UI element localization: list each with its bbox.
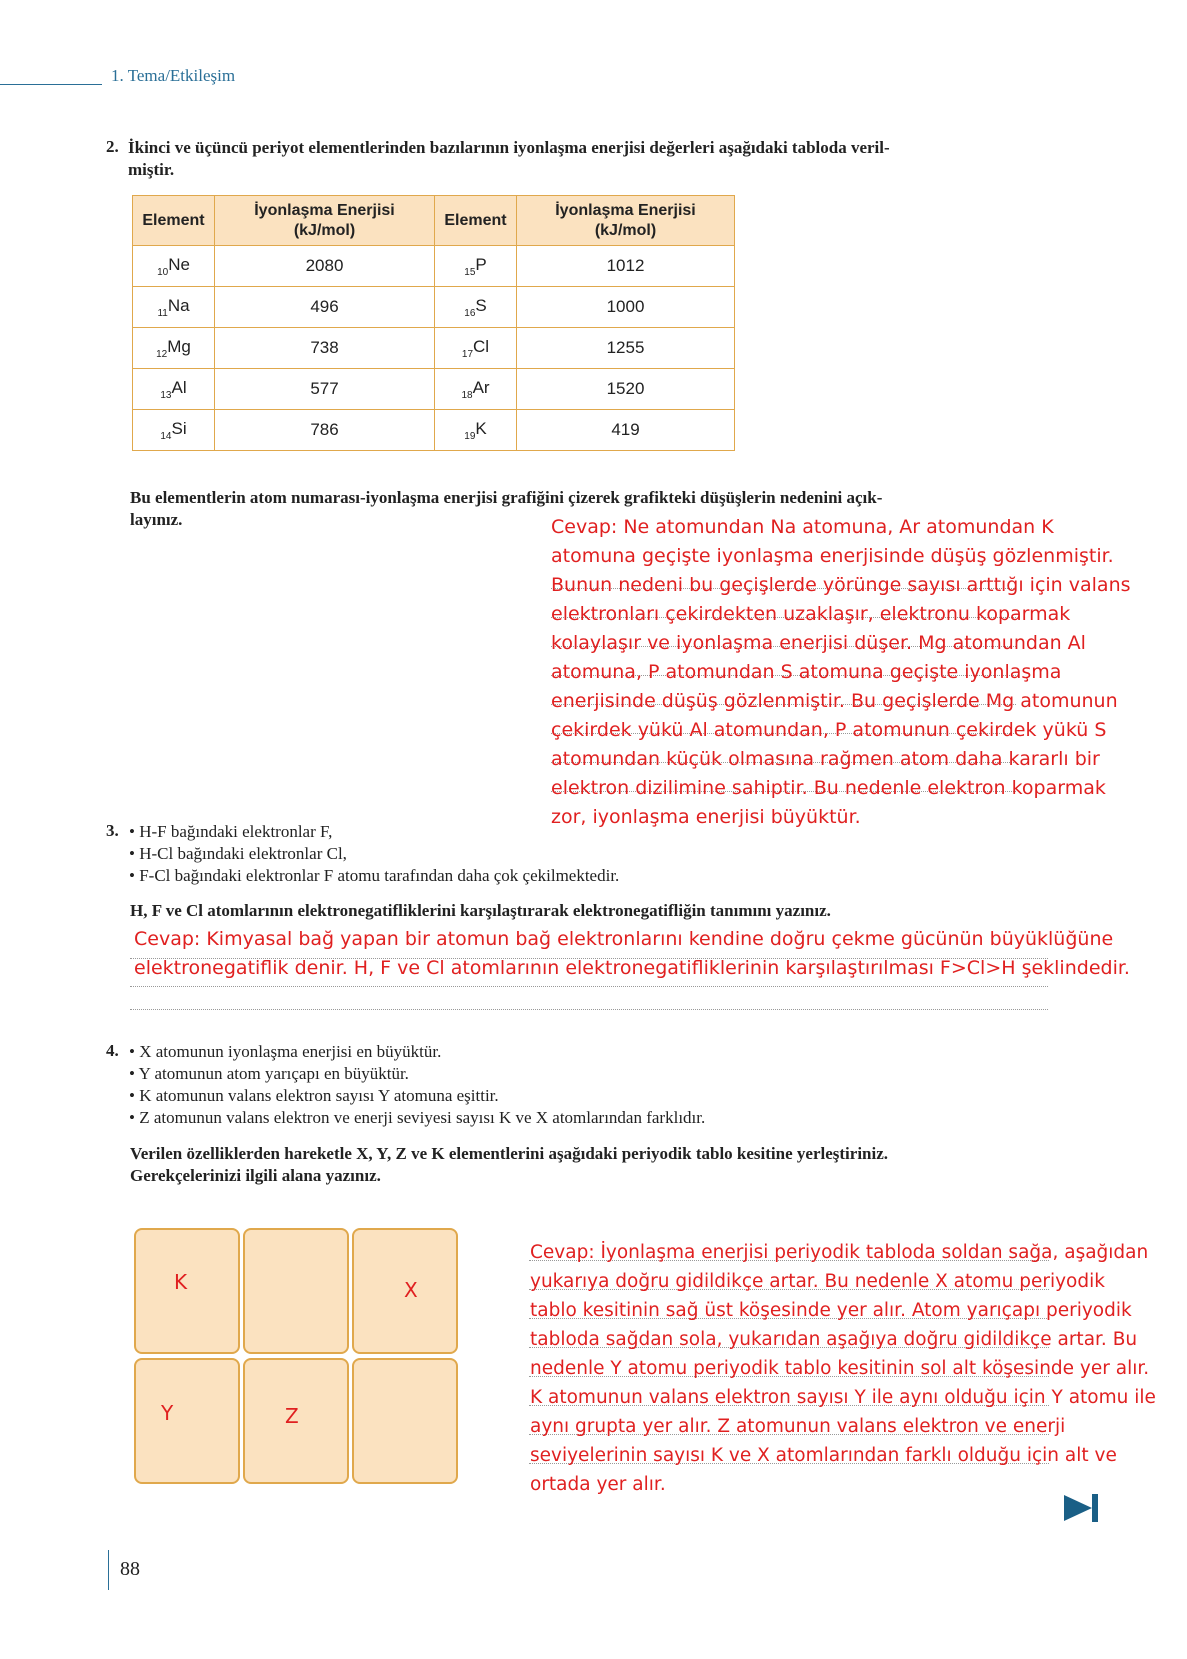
answer-line-text: K atomunun valans elektron sayısı Y ile aynı olduğu için Y atomu ile xyxy=(530,1387,1156,1408)
answer-line-text: seviyelerinin sayısı K ve X atomlarından farklı olduğu için alt ve xyxy=(530,1445,1117,1466)
table-row xyxy=(133,369,735,410)
th-energy-1-line2: (kJ/mol) xyxy=(293,221,356,239)
answer-line-text: atomundan küçük olmasına rağmen atom daha kararlı bir xyxy=(551,748,1100,770)
bullet-item: • Y atomunun atom yarıçapı en büyüktür. xyxy=(129,1064,409,1083)
pt-label-k: K xyxy=(174,1270,188,1294)
answer-line-text: çekirdek yükü Al atomundan, P atomunun çekirdek yükü S xyxy=(551,719,1107,741)
header-title: 1. Tema/Etkileşim xyxy=(111,66,236,85)
th-energy-2-line2: (kJ/mol) xyxy=(594,221,657,239)
atomic-number: 11 xyxy=(157,307,168,319)
table-row xyxy=(133,246,735,287)
energy-cell: 1255 xyxy=(517,328,735,369)
atomic-number: 18 xyxy=(461,389,473,401)
table-row xyxy=(133,410,735,451)
energy-cell: 496 xyxy=(215,287,435,328)
th-element-2: Element xyxy=(435,196,517,246)
pt-label-z: Z xyxy=(285,1404,299,1428)
energy-cell: 419 xyxy=(517,410,735,451)
q2-prompt-line1: Bu elementlerin atom numarası-iyonlaşma enerjisi grafiğini çizerek grafikteki düşüşlerin nedenini açık- xyxy=(130,488,883,507)
answer-line-text: zor, iyonlaşma enerjisi büyüktür. xyxy=(551,806,861,828)
q4-bullets xyxy=(129,1041,705,1129)
bullet-item: • Z atomunun valans elektron ve enerji seviyesi sayısı K ve X atomlarından farklıdır. xyxy=(129,1108,706,1127)
q2-answer xyxy=(551,513,1131,832)
answer-line-text: elektron dizilimine sahiptir. Bu nedenle elektron koparmak xyxy=(551,777,1106,799)
th-energy-1-line1: İyonlaşma Enerjisi xyxy=(254,201,395,219)
answer-line xyxy=(130,986,1048,987)
element-symbol: Ne xyxy=(168,254,190,274)
element-symbol: P xyxy=(475,254,487,274)
element-cell xyxy=(133,410,215,451)
atomic-number: 10 xyxy=(157,266,169,278)
element-symbol: Na xyxy=(167,295,190,315)
q4-prompt xyxy=(130,1143,1070,1187)
element-cell xyxy=(435,287,517,328)
answer-line-text: kolaylaşır ve iyonlaşma enerjisi düşer. Mg atomundan Al xyxy=(551,632,1086,654)
th-energy-2 xyxy=(517,196,735,246)
energy-cell: 577 xyxy=(215,369,435,410)
bullet-item: • F-Cl bağındaki elektronlar F atomu tarafından daha çok çekilmektedir. xyxy=(129,866,620,885)
atomic-number: 17 xyxy=(461,348,474,360)
table-row xyxy=(133,328,735,369)
q2-text-line1: İkinci ve üçüncü periyot elementlerinden bazılarının iyonlaşma enerjisi değerleri aşağıdaki tabloda veril- xyxy=(128,138,890,157)
skip-next-icon[interactable] xyxy=(1062,1493,1100,1523)
element-symbol: S xyxy=(475,295,487,315)
element-cell xyxy=(435,328,517,369)
pt-cell-bottom-left[interactable] xyxy=(134,1358,240,1484)
atomic-number: 16 xyxy=(464,307,476,319)
energy-cell: 1012 xyxy=(517,246,735,287)
atomic-number: 14 xyxy=(160,430,172,442)
table-row xyxy=(133,287,735,328)
page-number: 88 xyxy=(120,1558,140,1580)
energy-cell: 1520 xyxy=(517,369,735,410)
bullet-item: • K atomunun valans elektron sayısı Y atomuna eşittir. xyxy=(129,1086,499,1105)
answer-line-text: nedenle Y atomu periyodik tablo kesitinin sol alt köşesinde yer alır. xyxy=(530,1358,1150,1379)
q4-answer xyxy=(530,1238,1156,1499)
th-energy-1 xyxy=(215,196,435,246)
footer-rule xyxy=(108,1550,109,1590)
element-cell xyxy=(133,328,215,369)
element-cell xyxy=(435,246,517,287)
answer-line-text: Bunun nedeni bu geçişlerde yörünge sayısı arttığı için valans xyxy=(551,574,1131,596)
energy-cell: 786 xyxy=(215,410,435,451)
element-symbol: Ar xyxy=(472,377,490,397)
q2-text xyxy=(128,137,1088,181)
th-energy-2-line1: İyonlaşma Enerjisi xyxy=(555,201,696,219)
answer-line-text: yukarıya doğru gidildikçe artar. Bu nedenle X atomu periyodik xyxy=(530,1271,1105,1292)
answer-line-text: tablo kesitinin sağ üst köşesinde yer alır. Atom yarıçapı periyodik xyxy=(530,1300,1132,1321)
atomic-number: 13 xyxy=(160,389,172,401)
q3-bullets xyxy=(129,821,619,887)
header-rule xyxy=(0,84,102,85)
energy-cell: 2080 xyxy=(215,246,435,287)
answer-line-text: Cevap: Ne atomundan Na atomuna, Ar atomundan K xyxy=(551,516,1054,538)
element-cell xyxy=(435,369,517,410)
pt-label-y: Y xyxy=(161,1401,174,1425)
answer-line-text: aynı grupta yer alır. Z atomunun valans elektron ve enerji xyxy=(530,1416,1066,1437)
answer-line-text: tabloda sağdan sola, yukarıdan aşağıya doğru gidildikçe artar. Bu xyxy=(530,1329,1138,1350)
element-symbol: Si xyxy=(171,418,187,438)
answer-line-text: atomuna, P atomundan S atomuna geçişte iyonlaşma xyxy=(551,661,1062,683)
element-cell xyxy=(133,246,215,287)
q3-prompt: H, F ve Cl atomlarının elektronegatifliklerini karşılaştırarak elektronegatifliğin tanımını yazınız. xyxy=(130,901,831,920)
element-symbol: K xyxy=(475,418,487,438)
energy-cell: 738 xyxy=(215,328,435,369)
atomic-number: 15 xyxy=(464,266,476,278)
th-element-1: Element xyxy=(133,196,215,246)
pt-cell-top-middle[interactable] xyxy=(243,1228,349,1354)
element-cell xyxy=(133,287,215,328)
bullet-item: • X atomunun iyonlaşma enerjisi en büyüktür. xyxy=(129,1042,442,1061)
q2-prompt-line2: layınız. xyxy=(130,510,183,529)
q2-text-line2: miştir. xyxy=(128,160,175,179)
answer-line-text: Cevap: İyonlaşma enerjisi periyodik tabloda soldan sağa, aşağıdan xyxy=(530,1242,1149,1263)
q4-prompt-line1: Verilen özelliklerden hareketle X, Y, Z ve K elementlerini aşağıdaki periyodik tablo kesitine yerleştiriniz. xyxy=(130,1144,889,1163)
atomic-number: 12 xyxy=(156,348,168,360)
answer-line xyxy=(130,1009,1048,1010)
energy-cell: 1000 xyxy=(517,287,735,328)
pt-cell-bottom-right[interactable] xyxy=(352,1358,458,1484)
answer-line-text: enerjisinde düşüş gözlenmiştir. Bu geçişlerde Mg atomunun xyxy=(551,690,1118,712)
answer-line-text: Cevap: Kimyasal bağ yapan bir atomun bağ elektronlarını kendine doğru çekme gücünün büyüklüğüne xyxy=(134,928,1114,950)
atomic-number: 19 xyxy=(464,430,476,442)
q4-number: 4. xyxy=(106,1041,119,1060)
element-cell xyxy=(435,410,517,451)
element-symbol: Mg xyxy=(167,336,191,356)
pt-label-x: X xyxy=(404,1278,418,1302)
element-cell xyxy=(133,369,215,410)
q4-prompt-line2: Gerekçelerinizi ilgili alana yazınız. xyxy=(130,1166,381,1185)
q2-number: 2. xyxy=(106,137,119,156)
answer-line-text: elektronları çekirdekten uzaklaşır, elektronu koparmak xyxy=(551,603,1071,625)
element-symbol: Al xyxy=(171,377,187,397)
q3-number: 3. xyxy=(106,821,119,840)
answer-line-text: atomuna geçişte iyonlaşma enerjisinde düşüş gözlenmiştir. xyxy=(551,545,1114,567)
q3-answer xyxy=(134,925,1130,983)
bullet-item: • H-Cl bağındaki elektronlar Cl, xyxy=(129,844,347,863)
element-symbol: Cl xyxy=(473,336,490,356)
answer-line-text: ortada yer alır. xyxy=(530,1474,666,1495)
ionization-energy-table xyxy=(132,195,735,451)
answer-line-text: elektronegatiflik denir. H, F ve Cl atomlarının elektronegatifliklerinin karşılaştırılması F>Cl>H şeklindedir. xyxy=(134,957,1130,979)
bullet-item: • H-F bağındaki elektronlar F, xyxy=(129,822,333,841)
